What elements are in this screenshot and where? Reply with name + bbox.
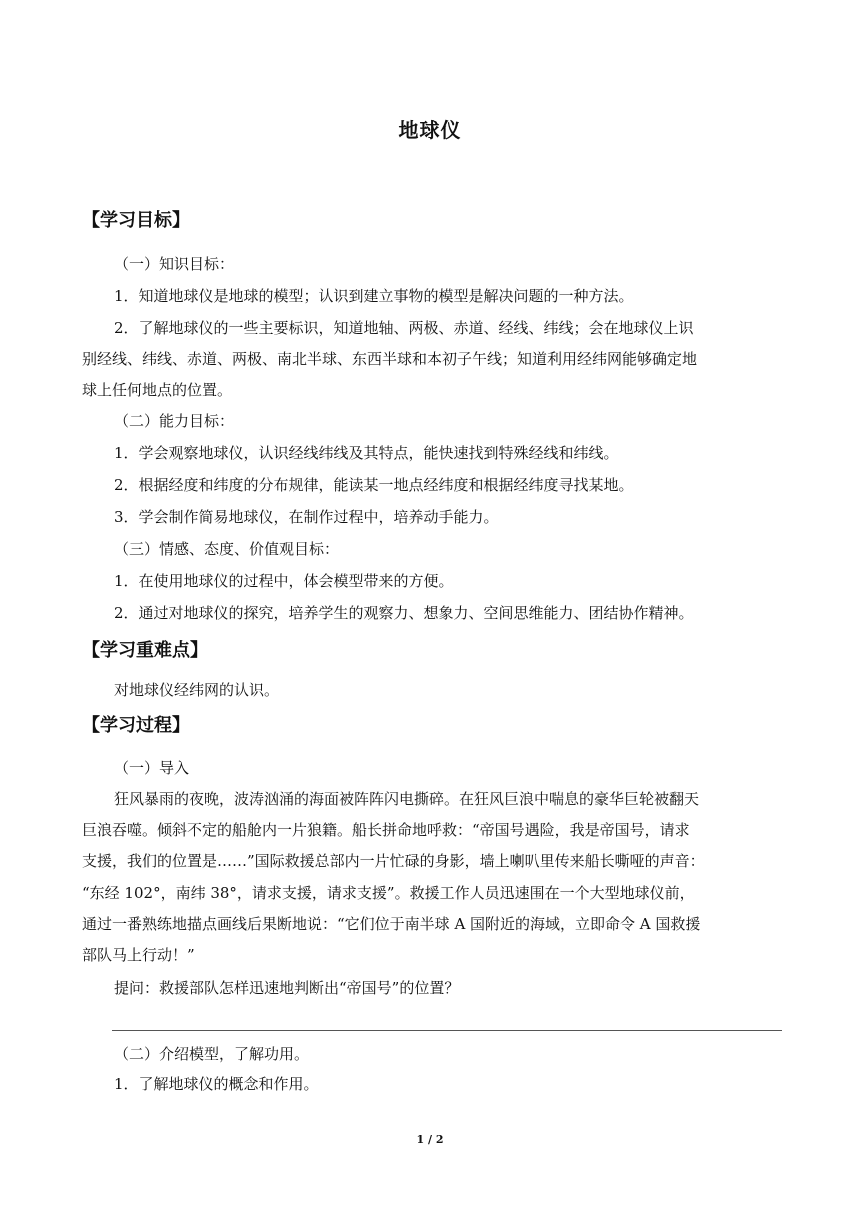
page-number: 1 / 2 (416, 1133, 444, 1146)
emotion-goal-2: 2．通过对地球仪的探究，培养学生的观察力、想象力、空间思维能力、团结协作精神。 (114, 604, 694, 622)
emotion-goal-heading: （三）情感、态度、价值观目标： (114, 540, 340, 558)
ability-goal-1: 1．学会观察地球仪，认识经线纬线及其特点，能快速找到特殊经线和纬线。 (114, 444, 619, 462)
section-heading-key-points: 【学习重难点】 (82, 640, 208, 661)
knowledge-goal-1: 1．知道地球仪是地球的模型；认识到建立事物的模型是解决问题的一种方法。 (114, 287, 634, 305)
story-line-4: “东经 102°，南纬 38°，请求支援，请求支援”。救援工作人员迅速围在一个大型地球仪前， (82, 884, 695, 902)
story-line-2: 巨浪吞噬。倾斜不定的船舱内一片狼籍。船长拼命地呼救：“帝国号遇险，我是帝国号，请求 (82, 821, 690, 839)
intro-heading: （一）导入 (114, 759, 190, 777)
model-item-1: 1．了解地球仪的概念和作用。 (114, 1075, 319, 1093)
knowledge-goal-heading: （一）知识目标： (114, 255, 235, 273)
answer-line (112, 1030, 782, 1031)
section-heading-process: 【学习过程】 (82, 715, 190, 736)
page-title: 地球仪 (398, 118, 462, 142)
ability-goal-2: 2．根据经度和纬度的分布规律，能读某一地点经纬度和根据经纬度寻找某地。 (114, 476, 634, 494)
story-line-6: 部队马上行动！” (82, 946, 195, 964)
story-line-5: 通过一番熟练地描点画线后果断地说：“它们位于南半球 A 国附近的海域，立即命令 A 国救援 (82, 915, 701, 933)
section-heading-goals: 【学习目标】 (82, 210, 190, 231)
ability-goal-heading: （二）能力目标： (114, 412, 235, 430)
knowledge-goal-2-line-1: 2．了解地球仪的一些主要标识，知道地轴、两极、赤道、经线、纬线；会在地球仪上识 (114, 319, 694, 337)
knowledge-goal-2-line-2: 别经线、纬线、赤道、两极、南北半球、东西半球和本初子午线；知道利用经纬网能够确定地 (82, 350, 698, 368)
key-points-text: 对地球仪经纬网的认识。 (114, 681, 280, 699)
knowledge-goal-2-line-3: 球上任何地点的位置。 (82, 381, 233, 399)
model-heading: （二）介绍模型，了解功用。 (114, 1045, 310, 1063)
question-text: 提问：救援部队怎样迅速地判断出“帝国号”的位置？ (114, 979, 460, 997)
story-line-3: 支援，我们的位置是……”国际救援总部内一片忙碌的身影，墙上喇叭里传来船长嘶哑的声音： (82, 852, 705, 870)
ability-goal-3: 3．学会制作简易地球仪，在制作过程中，培养动手能力。 (114, 508, 499, 526)
story-line-1: 狂风暴雨的夜晚，波涛汹涌的海面被阵阵闪电撕碎。在狂风巨浪中喘息的豪华巨轮被翻天 (114, 790, 700, 808)
emotion-goal-1: 1．在使用地球仪的过程中，体会模型带来的方便。 (114, 572, 454, 590)
